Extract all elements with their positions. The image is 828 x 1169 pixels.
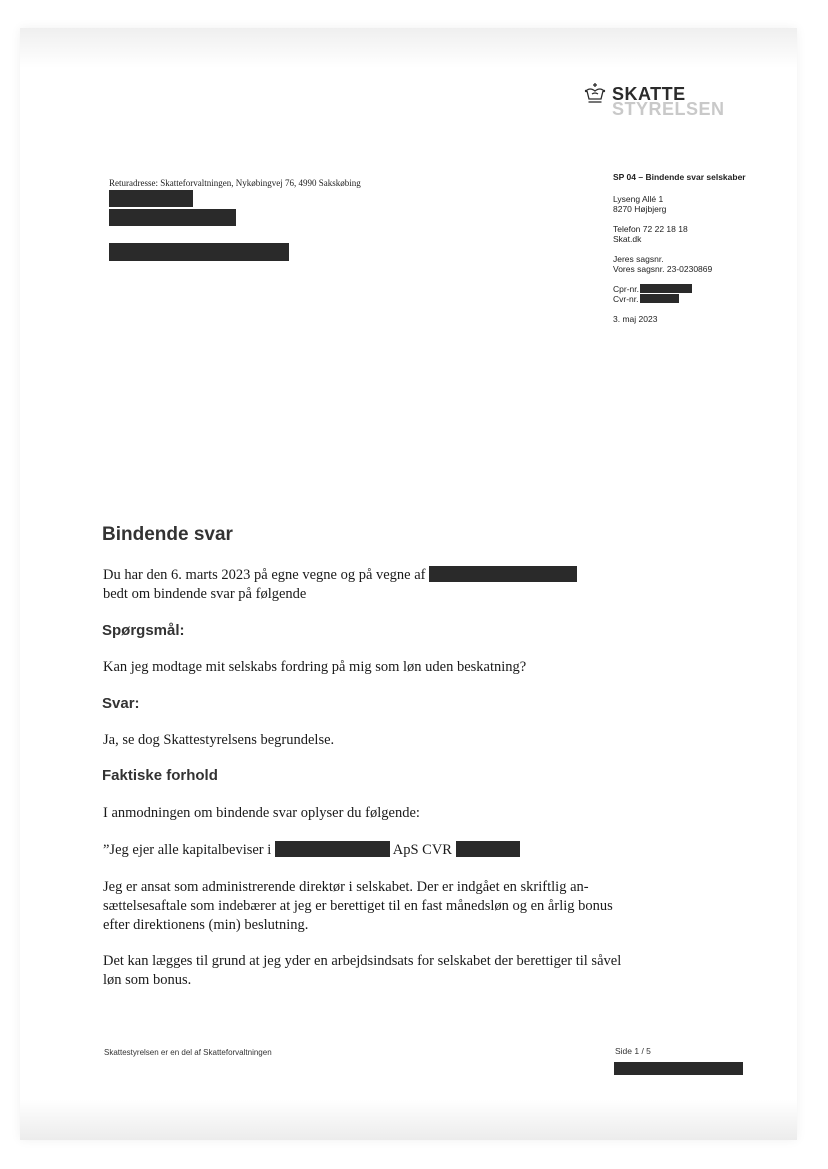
redacted-cvr-number bbox=[456, 841, 520, 857]
answer-heading: Svar: bbox=[102, 695, 140, 712]
redacted-company bbox=[275, 841, 390, 857]
cpr-row bbox=[613, 284, 793, 294]
letter-date: 3. maj 2023 bbox=[613, 314, 658, 324]
document-title: Bindende svar bbox=[102, 524, 233, 545]
scan-shadow-top bbox=[20, 28, 797, 68]
intro-text: Du har den 6. marts 2023 på egne vegne og på vegne af bbox=[103, 567, 426, 583]
cvr-label: Cvr-nr. bbox=[613, 294, 639, 304]
your-case-number: Jeres sagsnr. bbox=[613, 254, 664, 264]
redacted-company-name bbox=[429, 566, 577, 582]
page-number: Side 1 / 5 bbox=[615, 1046, 651, 1056]
redacted-recipient-street bbox=[109, 209, 236, 226]
quote-mid: ApS CVR bbox=[392, 842, 452, 858]
redacted-cvr bbox=[640, 294, 679, 303]
intro-paragraph bbox=[103, 566, 623, 604]
redacted-cpr bbox=[640, 284, 692, 293]
footer-note: Skattestyrelsen er en del af Skatteforvaltningen bbox=[104, 1048, 272, 1057]
quote-line bbox=[103, 841, 623, 860]
intro-line2: bedt om bindende svar på følgende bbox=[103, 586, 307, 602]
department-name: SP 04 – Bindende svar selskaber bbox=[613, 172, 746, 182]
sender-info bbox=[613, 172, 793, 324]
quote-prefix: ”Jeg ejer alle kapitalbeviser i bbox=[103, 842, 272, 858]
redacted-footer-code bbox=[614, 1062, 743, 1075]
logo-text-skatte: SKATTE bbox=[612, 84, 686, 104]
redacted-recipient-city bbox=[109, 243, 289, 261]
return-address: Returadresse: Skatteforvaltningen, Nykøbingvej 76, 4990 Sakskøbing bbox=[109, 178, 361, 188]
document-page bbox=[20, 28, 797, 1140]
sender-web: Skat.dk bbox=[613, 234, 642, 244]
scan-shadow-bottom bbox=[20, 1100, 797, 1140]
cpr-label: Cpr-nr. bbox=[613, 284, 639, 294]
our-case-number: Vores sagsnr. 23-0230869 bbox=[613, 264, 713, 274]
sender-phone: Telefon 72 22 18 18 bbox=[613, 224, 688, 234]
redacted-recipient-name bbox=[109, 190, 193, 207]
intro-line1 bbox=[103, 566, 623, 585]
facts-intro: I anmodningen om bindende svar oplyser du følgende: bbox=[103, 805, 420, 821]
cvr-row bbox=[613, 294, 793, 304]
crown-icon bbox=[583, 82, 607, 106]
skattestyrelsen-logo bbox=[583, 78, 743, 123]
work-paragraph: Det kan lægges til grund at jeg yder en arbejdsindsats for selskabet der berettiger til såvel løn som bonus. bbox=[103, 953, 622, 988]
facts-heading: Faktiske forhold bbox=[102, 767, 218, 784]
question-text: Kan jeg modtage mit selskabs fordring på mig som løn uden beskatning? bbox=[103, 659, 527, 675]
answer-text: Ja, se dog Skattestyrelsens begrundelse. bbox=[103, 732, 335, 748]
sender-address-line1: Lyseng Allé 1 bbox=[613, 194, 664, 204]
sender-address-line2: 8270 Højbjerg bbox=[613, 204, 667, 214]
logo-text-styrelsen: STYRELSEN bbox=[612, 99, 725, 119]
question-heading: Spørgsmål: bbox=[102, 622, 185, 639]
employment-paragraph: Jeg er ansat som administrerende direktør i selskabet. Der er indgået en skriftlig an-sættelsesaftale som indebærer at jeg er berettiget til en fast månedsløn og en årlig bonus efter direktionens (min) beslutning. bbox=[103, 879, 613, 933]
